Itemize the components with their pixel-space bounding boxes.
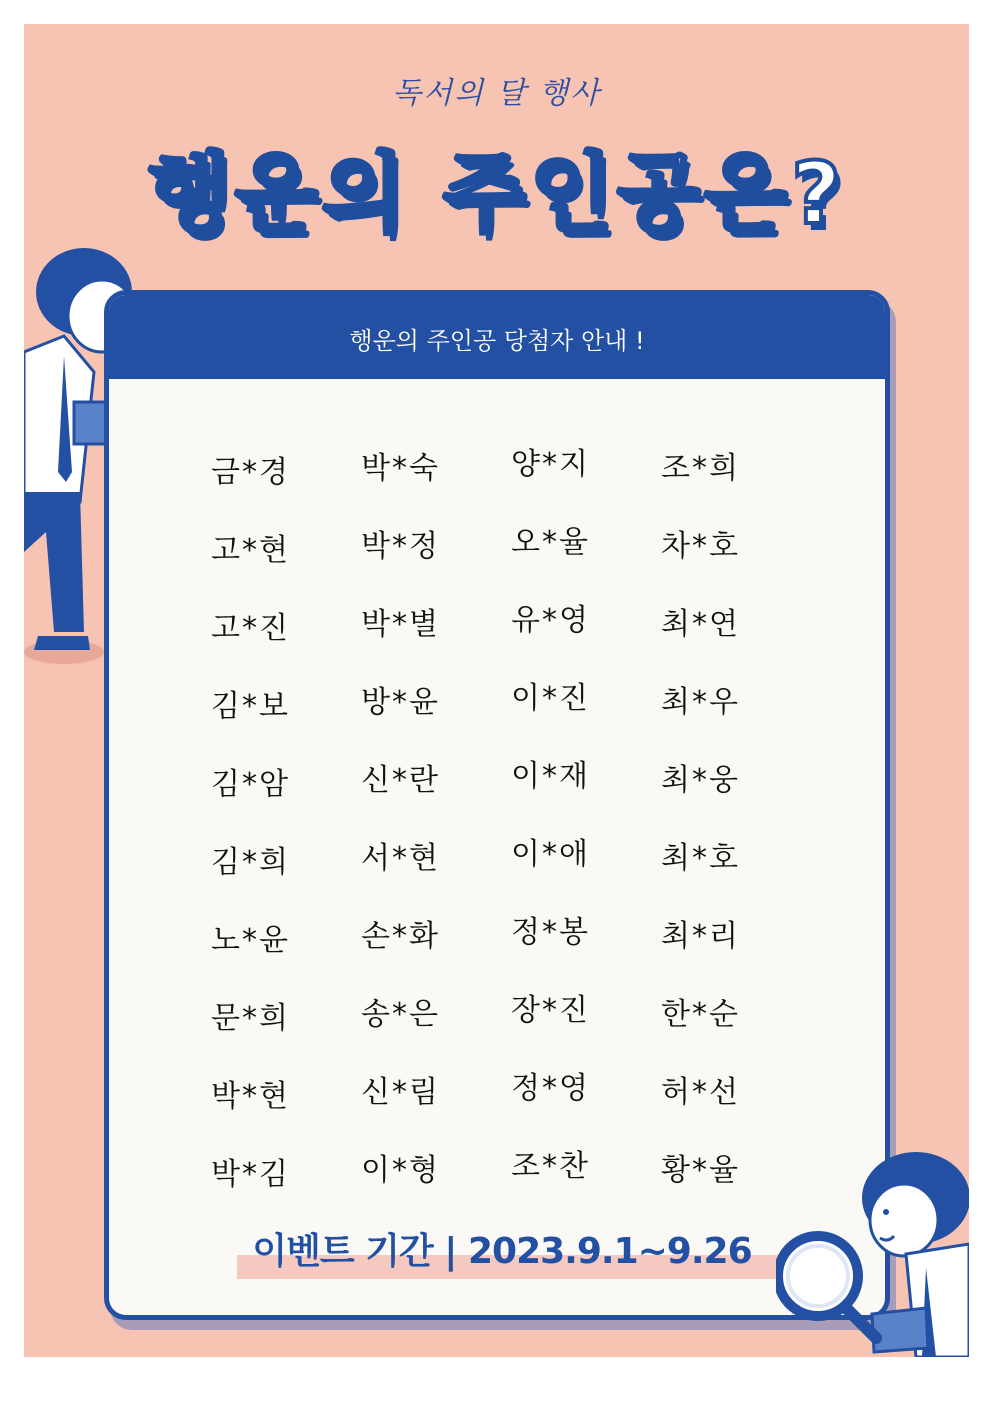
winner-name: 서*현 — [361, 841, 440, 876]
winners-row — [211, 443, 811, 521]
winners-row — [211, 989, 811, 1067]
winner-name: 최*리 — [661, 919, 740, 954]
winner-name: 이*진 — [511, 681, 590, 716]
winner-name: 이*재 — [511, 759, 590, 794]
winner-name: 조*희 — [661, 451, 740, 486]
winner-name: 황*율 — [661, 1153, 740, 1188]
winner-name: 노*윤 — [211, 923, 290, 958]
winner-name: 고*현 — [211, 533, 290, 568]
winners-board — [104, 290, 890, 1320]
winner-name: 고*진 — [211, 611, 290, 646]
winner-name: 이*형 — [361, 1153, 440, 1188]
winners-row — [211, 677, 811, 755]
winner-name: 방*윤 — [361, 685, 440, 720]
event-subtitle: 독서의 달 행사 — [392, 76, 601, 111]
winner-name: 박*정 — [361, 529, 440, 564]
page-title: 행운의 주인공은? — [147, 144, 846, 244]
winner-name: 신*란 — [361, 763, 440, 798]
winner-name: 장*진 — [511, 993, 590, 1028]
board-header — [109, 295, 885, 379]
winners-row — [211, 833, 811, 911]
winner-name: 유*영 — [511, 603, 590, 638]
winner-name: 차*호 — [661, 529, 740, 564]
winner-name: 허*선 — [661, 1075, 740, 1110]
winner-name: 박*별 — [361, 607, 440, 642]
winner-name: 이*애 — [511, 837, 590, 872]
winner-name: 손*화 — [361, 919, 440, 954]
poster — [24, 24, 969, 1357]
winners-row — [211, 521, 811, 599]
winners-row — [211, 1145, 811, 1223]
winner-name: 김*희 — [211, 845, 290, 880]
winner-name: 박*김 — [211, 1157, 290, 1192]
winners-row — [211, 1067, 811, 1145]
winner-name: 최*우 — [661, 685, 740, 720]
event-period: 이벤트 기간 | 2023.9.1~9.26 — [252, 1231, 752, 1272]
man-with-magnifier-illustration-right — [776, 1148, 969, 1357]
winner-name: 양*지 — [511, 447, 590, 482]
winner-name: 한*순 — [661, 997, 740, 1032]
winner-name: 금*경 — [211, 455, 290, 490]
winner-name: 정*영 — [511, 1071, 590, 1106]
winner-name: 최*연 — [661, 607, 740, 642]
winner-name: 조*찬 — [511, 1149, 590, 1184]
winner-name: 오*율 — [511, 525, 590, 560]
winner-name: 신*림 — [361, 1075, 440, 1110]
winners-row — [211, 911, 811, 989]
winner-name: 문*희 — [211, 1001, 290, 1036]
winner-name: 박*숙 — [361, 451, 440, 486]
winner-name: 송*은 — [361, 997, 440, 1032]
winner-name: 박*현 — [211, 1079, 290, 1114]
winner-name: 김*암 — [211, 767, 290, 802]
winners-row — [211, 599, 811, 677]
winners-list — [211, 443, 811, 1223]
winner-name: 김*보 — [211, 689, 290, 724]
winner-name: 정*봉 — [511, 915, 590, 950]
winner-name: 최*호 — [661, 841, 740, 876]
winner-name: 최*웅 — [661, 763, 740, 798]
board-heading: 행운의 주인공 당첨자 안내 ! — [349, 327, 645, 355]
winners-row — [211, 755, 811, 833]
